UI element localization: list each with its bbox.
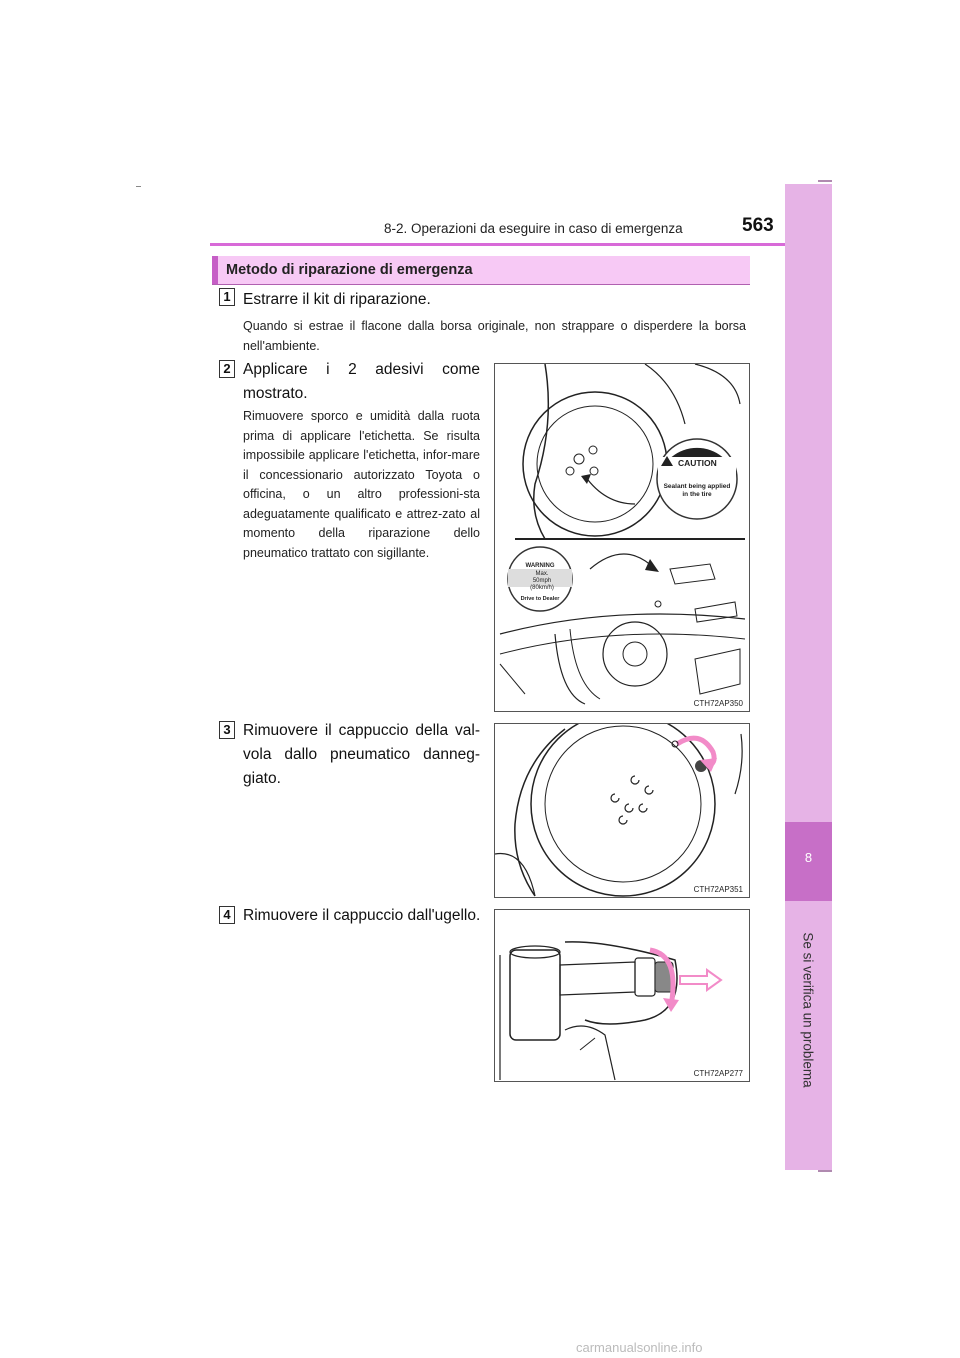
figure-stickers <box>494 363 750 712</box>
valve-cap-illustration <box>495 724 749 897</box>
step-1-number: 1 <box>219 288 235 306</box>
warning-label: WARNING <box>525 563 555 569</box>
header-rule <box>210 243 832 246</box>
figure-nozzle-cap <box>494 909 750 1082</box>
header-section-title: 8-2. Operazioni da eseguire in caso di emergenza <box>384 221 683 236</box>
caution-text-line1: Sealant being applied <box>663 483 731 490</box>
chapter-number: 8 <box>804 850 813 865</box>
caution-label: CAUTION <box>678 458 717 468</box>
warning-speed: 50mph <box>532 578 552 584</box>
sidebar-tick-bottom <box>818 1170 832 1172</box>
step-4-text: Rimuovere il cappuccio dall'ugello. <box>243 907 481 924</box>
page-number: 563 <box>742 215 774 236</box>
sidebar-tick-top <box>818 180 832 182</box>
step-3-text-line1: Rimuovere il cappuccio della val- <box>243 722 480 739</box>
figure-nozzle-cap-code: CTH72AP277 <box>693 1069 743 1078</box>
warning-bottom-text: Drive to Dealer <box>520 596 560 602</box>
section-title: Metodo di riparazione di emergenza <box>226 262 473 278</box>
step-3-text-line3: giato. <box>243 770 281 787</box>
stickers-illustration <box>495 364 749 711</box>
step-2-number: 2 <box>219 360 235 378</box>
caution-text-line2: in the tire <box>682 491 712 498</box>
figure-valve-cap <box>494 723 750 898</box>
chapter-title: Se si verifica un problema <box>800 932 816 1088</box>
step-2-note: Rimuovere sporco e umidità dalla ruota prima di applicare l'etichetta. Se risulta impossibile applicare l'etichetta, infor-mare il concessionario autorizzato Toyota o officina, o un altro professioni-sta adeguatamente qualificato e attrez-zato al momento della riparazione dello pneumatico trattato con sigillante. <box>243 409 480 560</box>
step-2-text-line1: Applicare i 2 adesivi come <box>243 361 480 378</box>
step-3-text-line2: vola dallo pneumatico danneg- <box>243 746 480 763</box>
header-dash <box>136 186 141 187</box>
warning-max: Max. <box>535 571 549 577</box>
step-2-text-line2: mostrato. <box>243 385 308 402</box>
figure-stickers-code: CTH72AP350 <box>693 699 743 708</box>
section-underline <box>212 284 750 285</box>
nozzle-cap-illustration <box>495 910 749 1081</box>
warning-kmh: (80km/h) <box>530 585 554 591</box>
step-1-note: Quando si estrae il flacone dalla borsa originale, non strappare o disperdere la borsa nell'ambiente. <box>243 319 746 353</box>
step-4-number: 4 <box>219 906 235 924</box>
figure-valve-cap-code: CTH72AP351 <box>693 885 743 894</box>
step-3-number: 3 <box>219 721 235 739</box>
watermark: carmanualsonline.info <box>576 1340 703 1355</box>
step-1-text: Estrarre il kit di riparazione. <box>243 291 431 308</box>
